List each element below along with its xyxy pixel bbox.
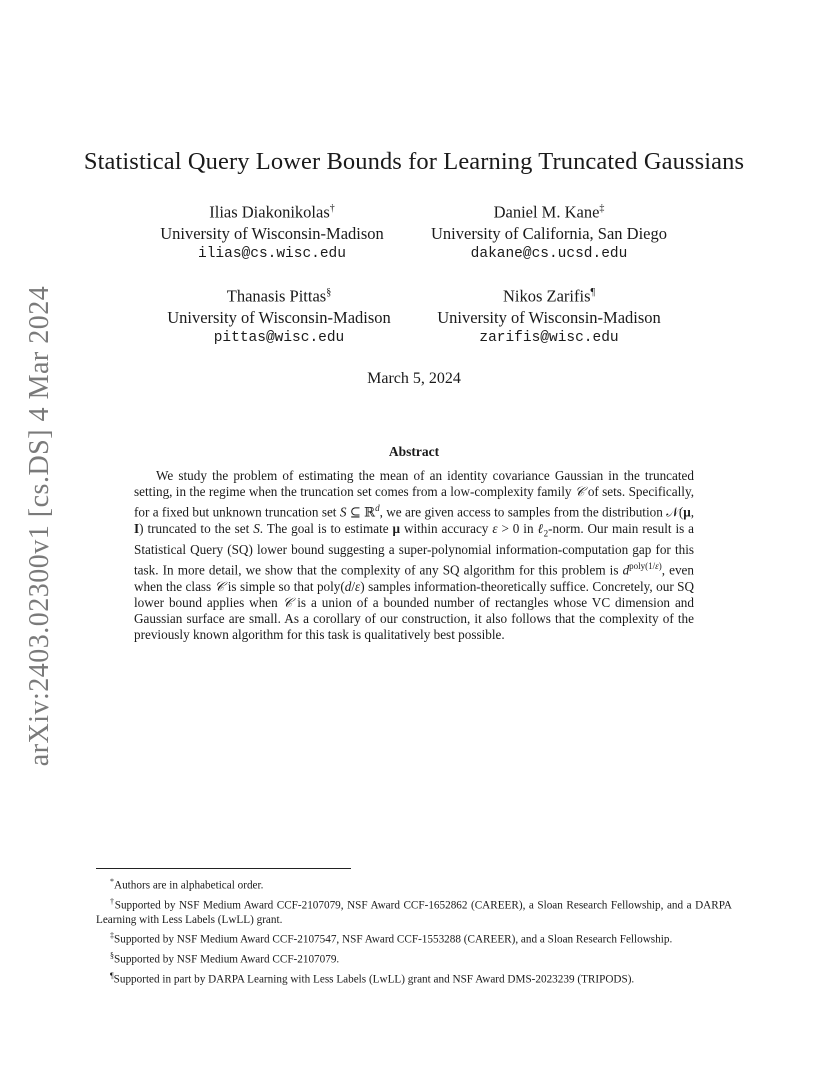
author-name: Daniel M. Kane: [493, 202, 600, 222]
paper-title: Statistical Query Lower Bounds for Learning Truncated Gaussians: [83, 148, 745, 175]
author-email: pittas@wisc.edu: [213, 329, 345, 346]
author-block-1: [122, 198, 422, 265]
arxiv-stamp: arXiv:2403.02300v1 [cs.DS] 4 Mar 2024: [24, 285, 55, 767]
footnote: †Supported by NSF Medium Award CCF-2107079, NSF Award CCF-1652862 (CAREER), a Sloan Research Fellowship, and a DARPA Learning with Less Labels (LwLL) grant.: [96, 896, 733, 927]
author-affiliation: University of Wisconsin-Madison: [437, 307, 661, 327]
footnote: ¶Supported in part by DARPA Learning with Less Labels (LwLL) grant and NSF Award DMS-2023239 (TRIPODS).: [110, 970, 635, 986]
abstract-heading: Abstract: [388, 444, 440, 459]
author-block-2: [399, 198, 699, 265]
author-block-3: [129, 282, 429, 349]
author-email: ilias@cs.wisc.edu: [198, 245, 346, 262]
author-name: Ilias Diakonikolas: [209, 202, 330, 222]
author-footnote-mark: ‡: [599, 203, 605, 214]
author-block-4: [399, 282, 699, 349]
author-footnote-mark: §: [326, 287, 332, 298]
author-name: Thanasis Pittas: [226, 286, 327, 306]
author-footnote-mark: ¶: [590, 287, 596, 298]
footnote: ‡Supported by NSF Medium Award CCF-2107547, NSF Award CCF-1553288 (CAREER), and a Sloan Research Fellowship.: [110, 931, 673, 947]
paper-date: March 5, 2024: [367, 370, 461, 387]
author-email: dakane@cs.ucsd.edu: [470, 245, 628, 262]
footnote: *Authors are in alphabetical order.: [110, 877, 264, 892]
author-affiliation: University of Wisconsin-Madison: [167, 307, 391, 327]
footnote: §Supported by NSF Medium Award CCF-2107079.: [110, 951, 340, 966]
footnote-rule: [96, 868, 351, 869]
footnotes: [96, 874, 732, 988]
author-footnote-mark: †: [329, 203, 335, 214]
author-affiliation: University of Wisconsin-Madison: [160, 223, 384, 243]
author-affiliation: University of California, San Diego: [431, 223, 667, 243]
author-email: zarifis@wisc.edu: [479, 329, 619, 346]
author-name: Nikos Zarifis: [502, 286, 591, 306]
abstract-body: We study the problem of estimating the mean of an identity covariance Gaussian in the truncated setting, in the regime when the truncation set comes from a low-complexity family 𝒞 of sets. Specifically, for a fixed but unknown truncation set S ⊆ ℝ$^d$, we are given access to samples from the distribution 𝒩(μ, I) truncated to the set S. The goal is to estimate μ within accuracy ε > 0 in ℓ$_2$-norm. Our main result is a Statistical Query (SQ) lower bound suggesting a super-polynomial information-computation gap for this task. In more detail, we show that the complexity of any SQ algorithm for this problem is $d^{poly(1/\varepsilon)}$, even when the class 𝒞 is simple so that poly(d/ε) samples information-theoretically suffice. Concretely, our SQ lower bound applies when 𝒞 is a union of a bounded number of rectangles whose VC dimension and Gaussian surface are small. As a corollary of our construction, it also follows that the complexity of the previously known algorithm for this task is qualitatively best possible.: [134, 468, 695, 643]
